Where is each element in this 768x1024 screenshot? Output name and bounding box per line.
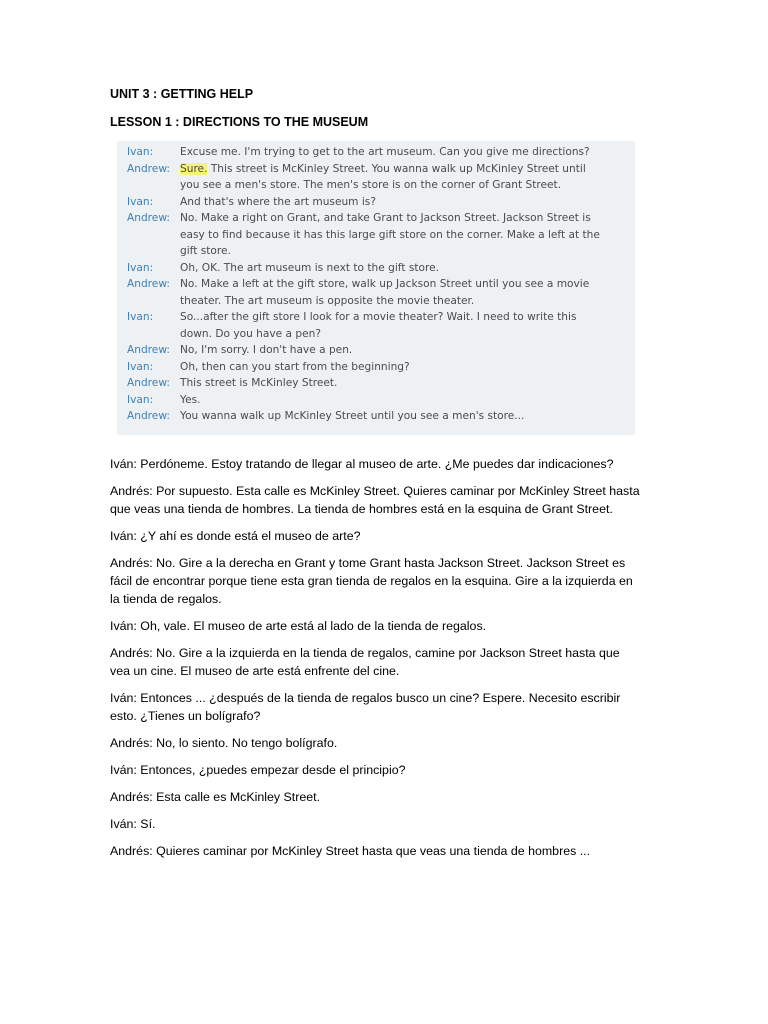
dialogue-line bbox=[127, 359, 627, 376]
speaker-label: Andrew: bbox=[127, 410, 170, 422]
document-page bbox=[110, 86, 670, 858]
spanish-paragraph: Iván: Entonces, ¿puedes empezar desde el principio? bbox=[110, 763, 406, 777]
utterance-text: Oh, then can you start from the beginning? bbox=[180, 360, 410, 373]
spanish-paragraph: Iván: Perdóneme. Estoy tratando de llegar al museo de arte. ¿Me puedes dar indicaciones? bbox=[110, 457, 614, 471]
utterance-rest: This street is McKinley Street. You wanna walk up McKinley Street until bbox=[207, 162, 586, 175]
utterance-text: Oh, OK. The art museum is next to the gift store. bbox=[180, 261, 440, 274]
dialogue-line bbox=[127, 243, 627, 260]
utterance-text: And that's where the art museum is? bbox=[180, 195, 376, 208]
spanish-paragraph: Andrés: Esta calle es McKinley Street. bbox=[110, 790, 321, 804]
dialogue-line bbox=[127, 408, 627, 425]
dialogue-line bbox=[127, 309, 627, 326]
utterance-text: you see a men's store. The men's store is on the corner of Grant Street. bbox=[180, 179, 562, 191]
speaker-label: Ivan: bbox=[127, 146, 154, 158]
dialogue-line bbox=[127, 276, 627, 293]
utterance-text: gift store. bbox=[180, 245, 231, 257]
speaker-label bbox=[127, 227, 180, 244]
unit-title: UNIT 3 : GETTING HELP bbox=[110, 87, 254, 101]
utterance-text: No, I'm sorry. I don't have a pen. bbox=[180, 344, 353, 356]
spanish-paragraph: Andrés: No. Gire a la izquierda en la tienda de regalos, camine por Jackson Street hasta que vea un cine. El museo de arte está enfrente del cine. bbox=[110, 646, 620, 678]
dialogue-lines bbox=[127, 144, 627, 425]
utterance-text: easy to find because it has this large gift store on the corner. Make a left at the bbox=[180, 228, 600, 241]
speaker-label bbox=[127, 326, 180, 343]
spanish-paragraph: Iván: Sí. bbox=[110, 817, 156, 831]
utterance-text: No. Make a right on Grant, and take Grant to Jackson Street. Jackson Street is bbox=[180, 212, 591, 224]
speaker-label: Andrew: bbox=[127, 278, 170, 290]
speaker-label bbox=[127, 293, 180, 310]
dialogue-line bbox=[127, 260, 627, 277]
spanish-paragraph: Iván: ¿Y ahí es donde está el museo de arte? bbox=[110, 529, 361, 543]
spanish-paragraph: Iván: Oh, vale. El museo de arte está al lado de la tienda de regalos. bbox=[110, 619, 487, 633]
spanish-paragraph: Andrés: Quieres caminar por McKinley Street hasta que veas una tienda de hombres ... bbox=[110, 844, 591, 858]
speaker-label bbox=[127, 243, 180, 260]
spanish-paragraph: Andrés: No. Gire a la derecha en Grant y tome Grant hasta Jackson Street. Jackson Street es fácil de encontrar porque tiene esta gran tienda de regalos en la esquina. Gire a la izquierda en la tienda de regalos. bbox=[110, 556, 633, 606]
speaker-label: Andrew: bbox=[127, 344, 170, 356]
dialogue-line bbox=[127, 392, 627, 409]
utterance-text: No. Make a left at the gift store, walk up Jackson Street until you see a movie bbox=[180, 278, 590, 290]
utterance-text: theater. The art museum is opposite the movie theater. bbox=[180, 294, 475, 307]
dialogue-line bbox=[127, 210, 627, 227]
dialogue-line bbox=[127, 375, 627, 392]
dialogue-line bbox=[127, 342, 627, 359]
utterance-text: down. Do you have a pen? bbox=[180, 327, 321, 340]
speaker-label: Andrew: bbox=[127, 212, 170, 224]
dialogue-line bbox=[127, 144, 627, 161]
dialogue-line bbox=[127, 293, 627, 310]
speaker-label: Ivan: bbox=[127, 261, 154, 274]
speaker-label: Ivan: bbox=[127, 360, 154, 373]
spanish-paragraph: Andrés: Por supuesto. Esta calle es McKinley Street. Quieres caminar por McKinley Street hasta que veas una tienda de hombres. La tienda de hombres está en la esquina de Grant Street. bbox=[110, 484, 640, 516]
dialogue-line bbox=[127, 194, 627, 211]
utterance-text: You wanna walk up McKinley Street until you see a men's store... bbox=[180, 410, 525, 422]
utterance-text: Excuse me. I'm trying to get to the art museum. Can you give me directions? bbox=[180, 146, 590, 158]
speaker-label: Andrew: bbox=[127, 377, 170, 389]
dialogue-line bbox=[127, 326, 627, 343]
spanish-translation bbox=[110, 455, 670, 869]
highlighted-word: Sure. bbox=[180, 162, 208, 175]
speaker-label: Andrew: bbox=[127, 162, 170, 175]
utterance-text bbox=[180, 161, 627, 178]
utterance-text: So...after the gift store I look for a movie theater? Wait. I need to write this bbox=[180, 311, 577, 323]
dialogue-line bbox=[127, 161, 627, 178]
speaker-label: Ivan: bbox=[127, 311, 154, 323]
spanish-paragraph: Iván: Entonces ... ¿después de la tienda de regalos busco un cine? Espere. Necesito escribir esto. ¿Tienes un bolígrafo? bbox=[110, 691, 621, 723]
spanish-paragraph: Andrés: No, lo siento. No tengo bolígrafo. bbox=[110, 736, 338, 750]
speaker-label: Ivan: bbox=[127, 195, 154, 208]
utterance-text: Yes. bbox=[180, 393, 201, 406]
speaker-label bbox=[127, 177, 180, 194]
dialogue-line bbox=[127, 227, 627, 244]
english-dialogue-box bbox=[117, 141, 635, 435]
dialogue-line bbox=[127, 177, 627, 194]
utterance-text: This street is McKinley Street. bbox=[180, 377, 338, 389]
speaker-label: Ivan: bbox=[127, 393, 154, 406]
lesson-title: LESSON 1 : DIRECTIONS TO THE MUSEUM bbox=[110, 115, 369, 129]
